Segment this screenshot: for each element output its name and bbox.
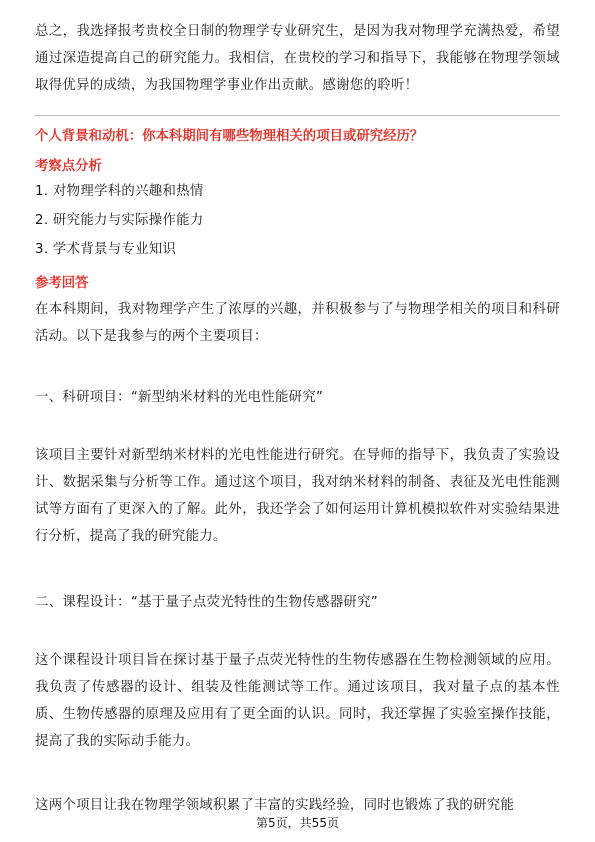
analysis-point-2: 2. 研究能力与实际操作能力: [35, 213, 204, 228]
intro-paragraph: 总之，我选择报考贵校全日制的物理学专业研究生，是因为我对物理学充满热爱，希望通过深造提高自己的研究能力。我相信，在贵校的学习和指导下，我能够在物理学领域取得优异的成绩，为我国物理学事业作出贡献。感谢您的聆听！: [35, 24, 560, 93]
analysis-point-3: 3. 学术背景与专业知识: [35, 242, 177, 257]
interview-question: 个人背景和动机：你本科期间有哪些物理相关的项目或研究经历？: [35, 129, 424, 144]
analysis-heading: 考察点分析: [35, 159, 102, 174]
analysis-point-1: 1. 对物理学科的兴趣和热情: [35, 184, 204, 199]
answer-heading: 参考回答: [35, 276, 89, 291]
project1-title: 一、科研项目：“新型纳米材料的光电性能研究”: [35, 390, 324, 405]
project1-description: 该项目主要针对新型纳米材料的光电性能进行研究。在导师的指导下，我负责了实验设计、数据采集与分析等工作。通过这个项目，我对纳米材料的制备、表征及光电性能测试等方面有了更深入的了解。此外，我还学会了如何运用计算机模拟软件对实验结果进行分析，提高了我的研究能力。: [35, 448, 560, 544]
project2-title: 二、课程设计：“基于量子点荧光特性的生物传感器研究”: [35, 595, 379, 610]
page-footer: 第5页，共55页: [256, 816, 339, 830]
project2-description: 这个课程设计项目旨在探讨基于量子点荧光特性的生物传感器在生物检测领域的应用。我负责了传感器的设计、组装及性能测试等工作。通过该项目，我对量子点的基本性质、生物传感器的原理及应用有了更全面的认识。同时，我还掌握了实验室操作技能，提高了我的实际动手能力。: [35, 653, 560, 749]
answer-closing: 这两个项目让我在物理学领域积累了丰富的实践经验，同时也锻炼了我的研究能: [35, 798, 515, 813]
section-divider: [34, 115, 560, 116]
answer-opening: 在本科期间，我对物理学产生了浓厚的兴趣，并积极参与了与物理学相关的项目和科研活动。以下是我参与的两个主要项目：: [35, 302, 560, 344]
